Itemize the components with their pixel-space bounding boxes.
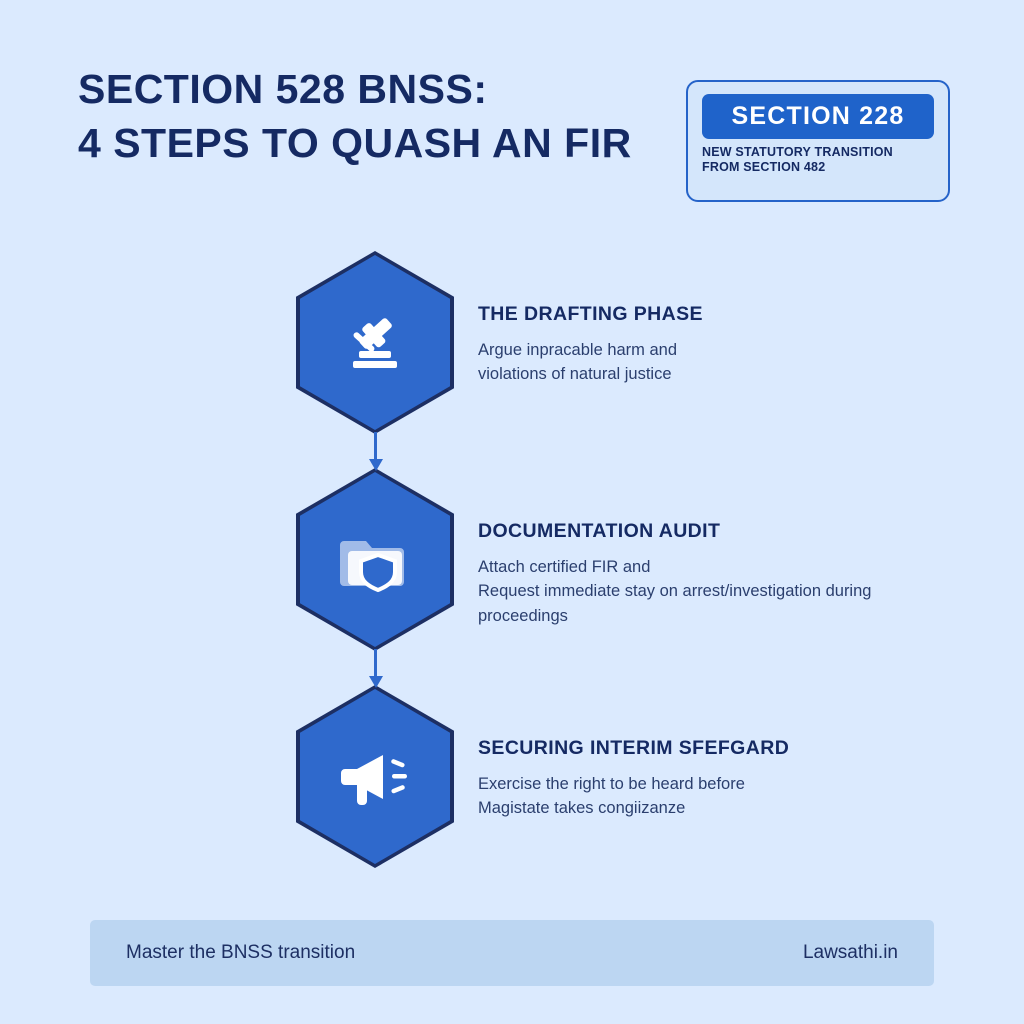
gavel-icon xyxy=(339,307,411,379)
section-badge-label: SECTION 228 xyxy=(731,102,905,130)
step-2-text xyxy=(478,520,948,628)
step-connector-arrow-2 xyxy=(368,649,382,691)
page-title-line-2: 4 STEPS TO QUASH AN FIR xyxy=(78,120,632,167)
step-description-line-1: Attach certified FIR and xyxy=(478,558,651,576)
step-description-line-2: violations of natural justice xyxy=(478,365,672,384)
step-title: THE DRAFTING PHASE xyxy=(478,303,703,325)
hexagon-fill xyxy=(300,255,450,430)
page-title-line-1: SECTION 528 BNSS: xyxy=(78,66,488,112)
step-3-text xyxy=(478,737,948,821)
megaphone-icon xyxy=(337,747,413,807)
hexagon-fill xyxy=(300,689,450,864)
step-title: SECURING INTERIM SFEFGARD xyxy=(478,737,790,759)
hexagon-fill xyxy=(300,472,450,647)
step-item xyxy=(0,472,1024,689)
step-1-text xyxy=(478,303,948,387)
section-badge xyxy=(686,80,950,202)
folder-shield-icon xyxy=(338,527,412,593)
page-title xyxy=(78,62,678,170)
step-description-line-2: Request immediate stay on arrest/investigation during xyxy=(478,582,872,601)
step-1-hexagon xyxy=(300,255,450,430)
step-3-hexagon xyxy=(300,689,450,864)
step-title: DOCUMENTATION AUDIT xyxy=(478,520,721,542)
steps-flow xyxy=(0,255,1024,906)
section-badge-subtitle-line-1: NEW STATUTORY TRANSITION xyxy=(702,145,893,159)
footer-brand-label: Lawsathi.in xyxy=(802,942,898,963)
step-description-line-1: Exercise the right to be heard before xyxy=(478,775,745,793)
step-2-hexagon xyxy=(300,472,450,647)
footer-left-label: Master the BNSS transition xyxy=(126,942,356,963)
step-description-line-2: Magistate takes congiizanze xyxy=(478,799,686,818)
step-description-line-1: Argue inpracable harm and xyxy=(478,341,678,359)
step-item xyxy=(0,689,1024,906)
step-connector-arrow-1 xyxy=(368,432,382,474)
step-description-line-3: proceedings xyxy=(478,606,568,625)
section-badge-subtitle-line-2: FROM SECTION 482 xyxy=(702,160,826,175)
footer-bar xyxy=(90,920,934,986)
step-item xyxy=(0,255,1024,472)
section-badge-pill xyxy=(702,94,934,139)
